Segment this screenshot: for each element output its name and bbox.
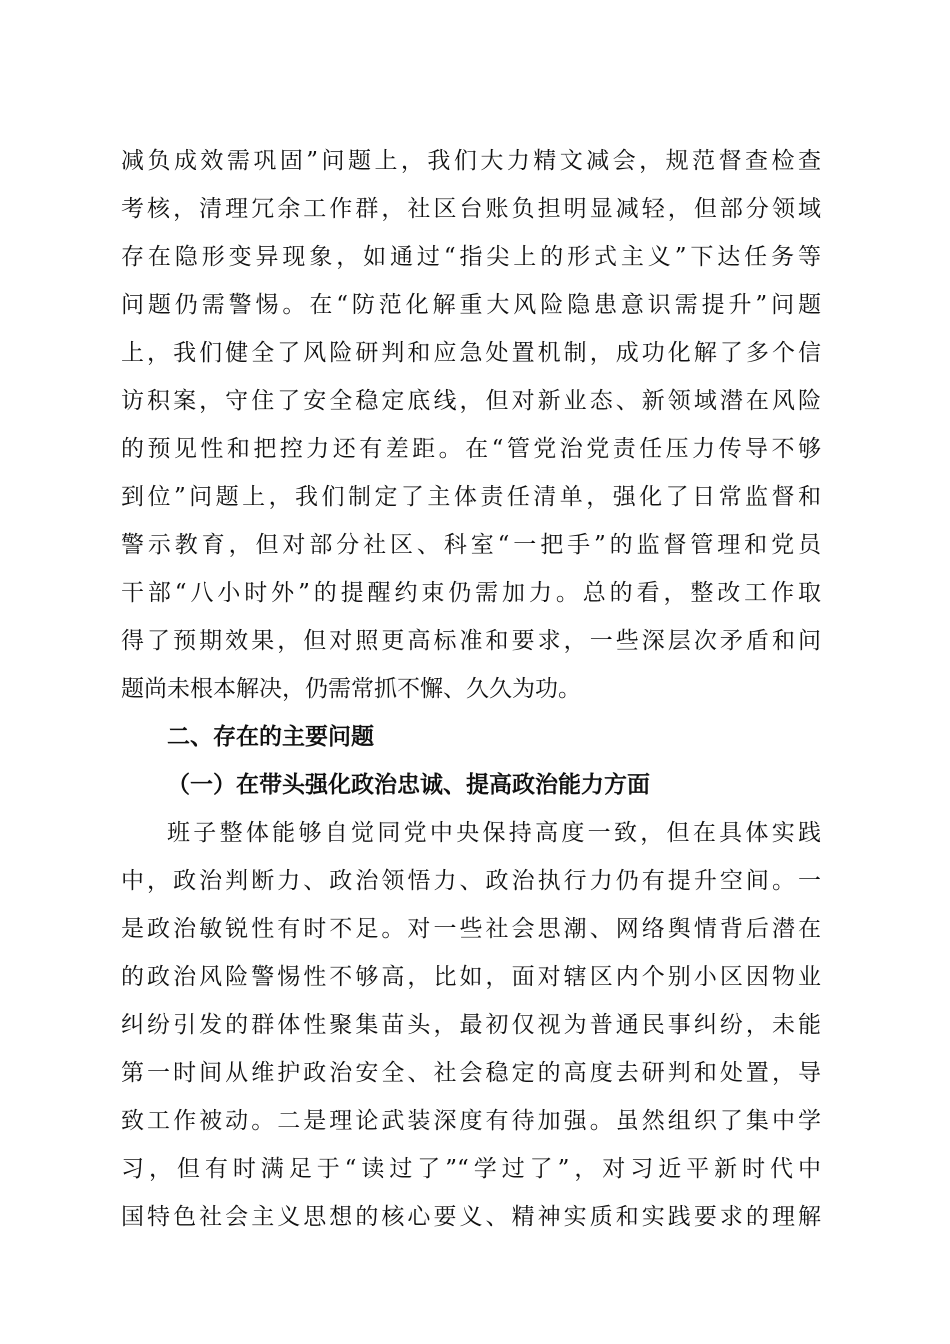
paragraph-2-line: 习，但有时满足于“读过了”“学过了”，对习近平新时代中 <box>121 1156 821 1182</box>
paragraph-1-line: 警示教育，但对部分社区、科室“一把手”的监督管理和党员 <box>121 532 821 558</box>
paragraph-2-line: 国特色社会主义思想的核心要义、精神实质和实践要求的理解 <box>121 1204 821 1230</box>
subsection-heading: （一）在带头强化政治忠诚、提高政治能力方面 <box>167 771 650 798</box>
paragraph-2-line: 纠纷引发的群体性聚集苗头，最初仅视为普通民事纠纷，未能 <box>121 1012 821 1038</box>
paragraph-1-line: 访积案，守住了安全稳定底线，但对新业态、新领域潜在风险 <box>121 388 821 414</box>
paragraph-1-line: 到位”问题上，我们制定了主体责任清单，强化了日常监督和 <box>121 484 821 510</box>
paragraph-2-line: 中，政治判断力、政治领悟力、政治执行力仍有提升空间。一 <box>121 868 821 894</box>
paragraph-1-line: 干部“八小时外”的提醒约束仍需加力。总的看，整改工作取 <box>121 580 821 606</box>
paragraph-2-line: 是政治敏锐性有时不足。对一些社会思潮、网络舆情背后潜在 <box>121 916 821 942</box>
paragraph-2-line: 的政治风险警惕性不够高，比如，面对辖区内个别小区因物业 <box>121 964 821 990</box>
paragraph-1-line: 的预见性和把控力还有差距。在“管党治党责任压力传导不够 <box>121 436 821 462</box>
paragraph-2-line: 第一时间从维护政治安全、社会稳定的高度去研判和处置，导 <box>121 1060 821 1086</box>
paragraph-2-line: 致工作被动。二是理论武装深度有待加强。虽然组织了集中学 <box>121 1108 821 1134</box>
paragraph-1-line: 问题仍需警惕。在“防范化解重大风险隐患意识需提升”问题 <box>121 292 821 318</box>
paragraph-1-line: 考核，清理冗余工作群，社区台账负担明显减轻，但部分领域 <box>121 196 821 222</box>
paragraph-1-line: 得了预期效果，但对照更高标准和要求，一些深层次矛盾和问 <box>121 628 821 654</box>
paragraph-1-line: 上，我们健全了风险研判和应急处置机制，成功化解了多个信 <box>121 340 821 366</box>
paragraph-1-line: 题尚未根本解决，仍需常抓不懈、久久为功。 <box>121 676 581 702</box>
paragraph-1-line: 存在隐形变异现象，如通过“指尖上的形式主义”下达任务等 <box>121 244 821 270</box>
section-heading: 二、存在的主要问题 <box>167 724 374 750</box>
paragraph-2-line: 班子整体能够自觉同党中央保持高度一致，但在具体实践 <box>167 820 821 846</box>
paragraph-1-line: 减负成效需巩固”问题上，我们大力精文减会，规范督查检查 <box>121 148 821 174</box>
